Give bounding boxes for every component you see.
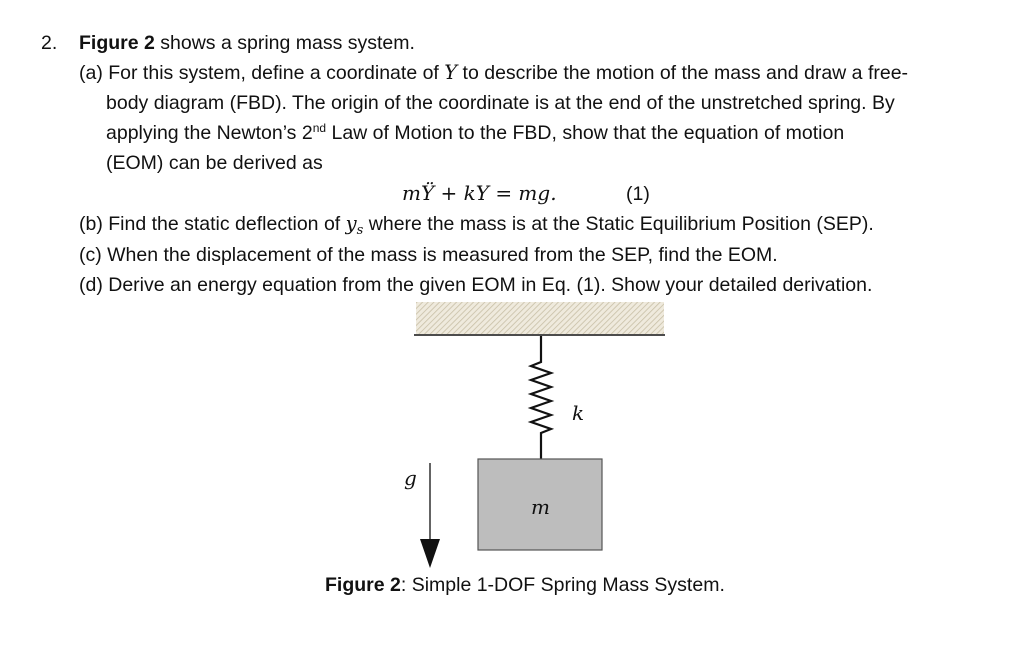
part-a-text-4: Law of Motion to the FBD, show that the equation of motion	[326, 122, 845, 144]
problem-number: 2.	[41, 32, 58, 54]
gravity-label: g	[404, 466, 417, 490]
caption-label: Figure 2	[325, 574, 401, 596]
static-deflection-variable: y	[345, 212, 357, 235]
figure-reference: Figure 2	[79, 32, 155, 54]
part-b-text-1: (b) Find the static deflection of	[79, 213, 346, 235]
caption-text: : Simple 1-DOF Spring Mass System.	[400, 574, 725, 596]
figure-caption	[325, 573, 725, 597]
part-c: (c) When the displacement of the mass is measured from the SEP, find the EOM.	[79, 244, 778, 266]
part-a-line-2: body diagram (FBD). The origin of the coordinate is at the end of the unstretched spring. By	[106, 92, 895, 114]
spring	[531, 336, 551, 459]
part-a-label: (a)	[79, 62, 103, 84]
gravity-arrow-head	[420, 539, 440, 568]
ground-hatch	[416, 302, 664, 334]
ordinal-superscript: nd	[312, 121, 327, 135]
equation-of-motion: mŸ + kY = mg.	[402, 181, 557, 205]
part-d: (d) Derive an energy equation from the given EOM in Eq. (1). Show your detailed derivation.	[79, 274, 873, 296]
intro-text: shows a spring mass system.	[154, 32, 415, 54]
mass-label: m	[531, 495, 550, 519]
spring-constant-label: k	[572, 401, 585, 425]
equation-number: (1)	[626, 183, 650, 205]
coordinate-variable: Y	[444, 61, 458, 84]
part-a-text-1: For this system, define a coordinate of	[102, 62, 445, 84]
part-a-text-3: applying the Newton’s 2	[106, 122, 313, 144]
part-a-line-4: (EOM) can be derived as	[106, 152, 323, 174]
static-deflection-subscript: s	[356, 223, 364, 238]
part-b-text-2: where the mass is at the Static Equilibrium Position (SEP).	[363, 213, 874, 235]
part-a-text-2: to describe the motion of the mass and draw a free-	[457, 62, 909, 84]
